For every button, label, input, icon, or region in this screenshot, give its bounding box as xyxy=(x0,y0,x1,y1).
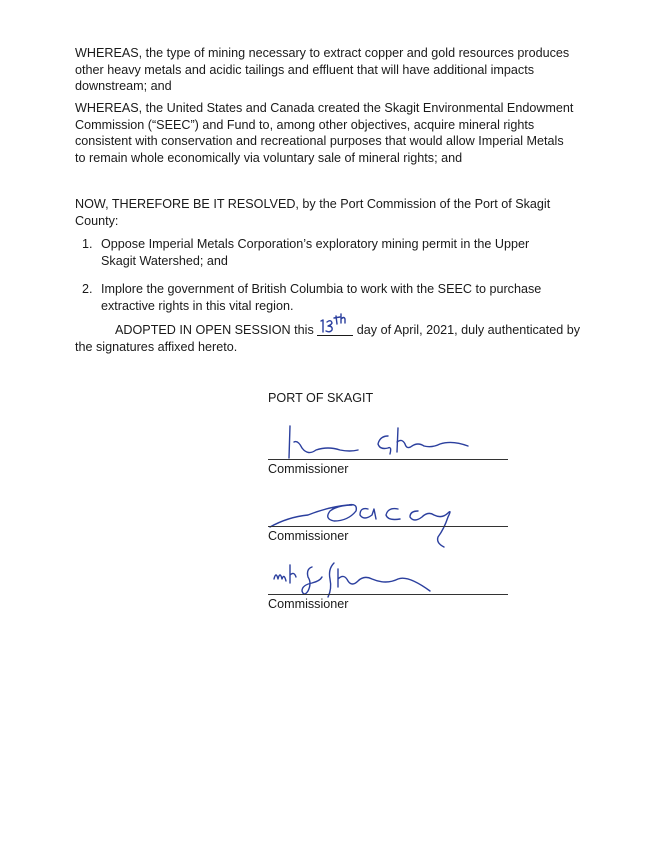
item-text: Oppose Imperial Metals Corporation’s exploratory mining permit in the Upper Skagit Watershed; and xyxy=(101,237,530,268)
signature-line xyxy=(268,526,508,527)
entity-name: PORT OF SKAGIT xyxy=(268,391,374,405)
adopted-lead: ADOPTED IN OPEN SESSION xyxy=(115,323,291,337)
signature-label: Commissioner xyxy=(268,529,349,543)
handwritten-day xyxy=(317,322,353,336)
item-number: 2. xyxy=(82,282,93,296)
whereas-paragraph-2: WHEREAS, the United States and Canada created the Skagit Environmental Endowment Commission (“SEEC”) and Fund to, among other objectives, acquire mineral rights consistent with conservation and recreational purposes that would allow Imperial Metals to remain whole economically via voluntary sale of mineral rights; and xyxy=(75,101,574,165)
signature-block-2 xyxy=(268,487,508,543)
signature-line xyxy=(268,594,508,595)
handwritten-day-ink xyxy=(319,313,353,335)
resolution-item-1 xyxy=(82,236,562,269)
adoption-statement xyxy=(75,322,585,356)
signature-line xyxy=(268,459,508,460)
resolution-item-2 xyxy=(82,281,562,314)
signature-label: Commissioner xyxy=(268,597,349,611)
whereas-paragraph-1: WHEREAS, the type of mining necessary to extract copper and gold resources produces other heavy metals and acidic tailings and effluent that will have additional impacts downstream; and xyxy=(75,46,570,93)
item-number: 1. xyxy=(82,237,93,251)
signature-block-1 xyxy=(268,420,508,476)
adopted-this: this xyxy=(290,323,318,337)
adopted-rest: day of April, 2021, duly authenticated by the signatures affixed hereto. xyxy=(75,323,581,354)
signature-label: Commissioner xyxy=(268,462,349,476)
item-text: Implore the government of British Columbia to work with the SEEC to purchase extractive rights in this vital region. xyxy=(101,282,542,313)
signature-block-3 xyxy=(268,555,508,611)
signature-ink-1 xyxy=(268,420,508,464)
resolved-paragraph: NOW, THEREFORE BE IT RESOLVED, by the Port Commission of the Port of Skagit County: xyxy=(75,197,551,228)
